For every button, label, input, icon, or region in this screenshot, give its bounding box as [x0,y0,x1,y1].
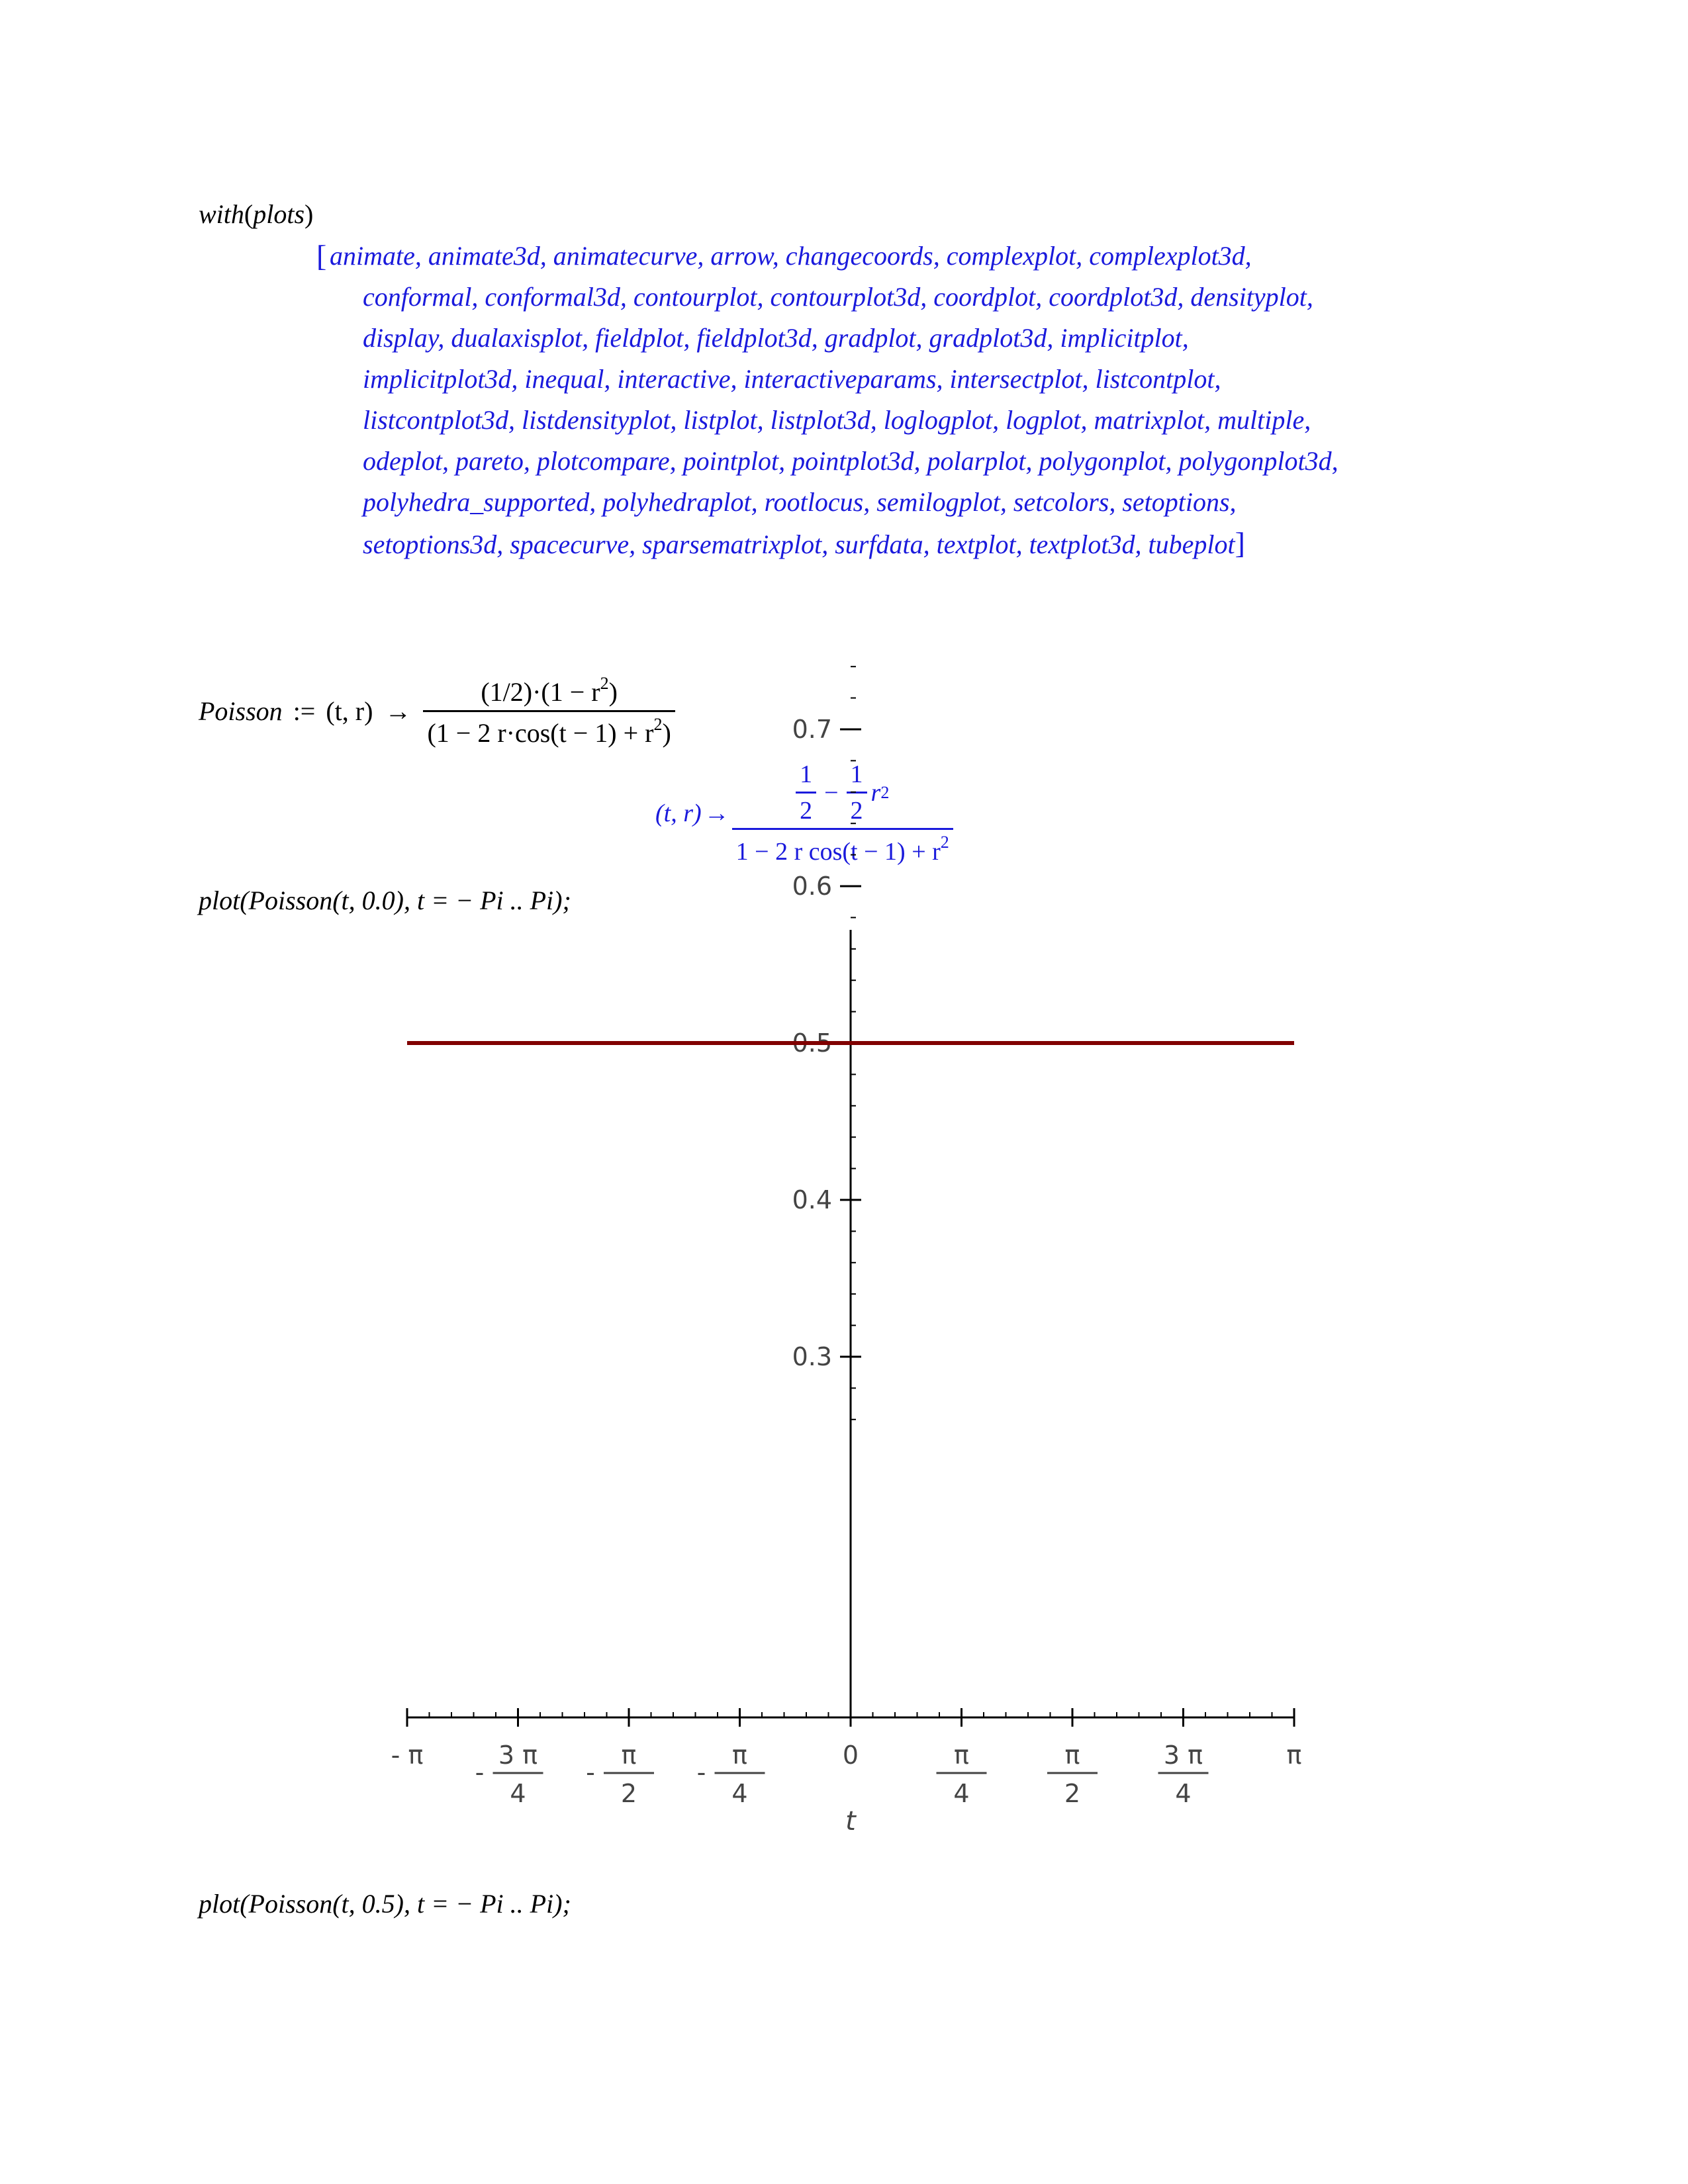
out-denominator: 1 − 2 r $\cos(t - 1) + r^2$ [732,828,953,866]
x-tick-label [586,1741,654,1808]
input-plot-r05[interactable]: plot(Poisson(t, 0.5), t = − Pi .. Pi); [199,1889,571,1919]
poisson-denominator: (1 − 2 $r\cdot\cos(t - 1) + r^2$) [423,710,675,749]
x-tick-sign: - [475,1758,485,1787]
assign-op: := [293,696,316,726]
with-arg: plots [253,199,305,229]
list-line-2: conformal, conformal3d, contourplot, contourplot3d, coordplot, coordplot3d, densityplot, [363,282,1313,312]
x-tick-label [391,1741,424,1770]
x-tick-denominator: 4 [510,1779,526,1808]
out-half-1: $\frac{1}{2}$ [796,760,816,825]
list-line-4: implicitplot3d, inequal, interactive, interactiveparams, intersectplot, listcontplot, [363,364,1221,394]
input-with-plots[interactable]: with(plots) [199,199,314,229]
x-tick-denominator: 4 [1175,1779,1192,1808]
list-line-5: listcontplot3d, listdensityplot, listplot, listplot3d, loglogplot, logplot, matrixplot, multiple, [363,405,1311,435]
out-half-2: $\frac{1}{2}$ [847,760,867,825]
x-tick-label [843,1741,859,1770]
y-tick-label: 0.6 [792,872,832,901]
x-axis-label: t [845,1806,856,1837]
x-tick-sign: - [696,1758,706,1787]
axes-layer [391,666,1302,1837]
y-tick-label: 0.7 [792,715,832,744]
x-tick-numerator: 3 π [1163,1741,1203,1770]
out-r: r [870,778,881,807]
poisson-params: (t, r) [326,696,373,726]
out-sq: 2 [880,782,890,802]
list-line-7: polyhedra_supported, polyhedraplot, rootlocus, semilogplot, setcolors, setoptions, [363,487,1237,517]
out-minus: − [824,778,839,807]
poisson-numerator: $(1/2)\cdot(1 - r^2)$ [481,674,618,707]
x-tick-sign: - [586,1758,595,1787]
poisson-name: Poisson [199,696,283,726]
x-tick-label [937,1741,987,1808]
x-tick-denominator: 2 [1064,1779,1081,1808]
x-tick-label [697,1741,765,1808]
x-tick-numerator: 3 π [498,1741,538,1770]
list-line-1: animate, animate3d, animatecurve, arrow, changecoords, complexplot, complexplot3d, [330,241,1252,271]
y-tick-label: 0.5 [792,1028,832,1058]
x-tick-label [1287,1741,1302,1770]
with-func: with [199,199,244,229]
x-tick-numerator: π [621,1741,637,1770]
x-tick-numerator: π [732,1741,747,1770]
x-tick-label [1047,1741,1098,1808]
close-bracket: ] [1235,526,1245,560]
list-line-6: odeplot, pareto, plotcompare, pointplot, pointplot3d, polarplot, polygonplot, polygonplot3d, [363,446,1338,476]
x-tick-denominator: 2 [620,1779,637,1808]
x-tick-denominator: 4 [731,1779,748,1808]
x-tick-denominator: 4 [953,1779,970,1808]
y-tick-label: 0.3 [792,1342,832,1371]
out-params: (t, r) [655,799,702,827]
list-line-3: display, dualaxisplot, fieldplot, fieldplot3d, gradplot, gradplot3d, implicitplot, [363,323,1189,353]
x-tick-value: π [1286,1741,1302,1770]
x-tick-label [1158,1741,1208,1808]
x-tick-value: - π [391,1741,424,1770]
input-plot-r0[interactable]: plot(Poisson(t, 0.0), t = − Pi .. Pi); [199,886,571,915]
x-tick-numerator: π [1064,1741,1080,1770]
x-tick-numerator: π [954,1741,969,1770]
y-tick-label: 0.4 [792,1185,832,1214]
x-tick-value: 0 [842,1741,859,1770]
list-line-8-text: setoptions3d, spacecurve, sparsematrixplot, surfdata, textplot, textplot3d, tubeplot [363,529,1235,559]
arrow-symbol: → [385,696,412,726]
x-tick-label [475,1741,543,1808]
open-bracket: [ [316,239,327,273]
out-arrow: → [704,799,729,827]
